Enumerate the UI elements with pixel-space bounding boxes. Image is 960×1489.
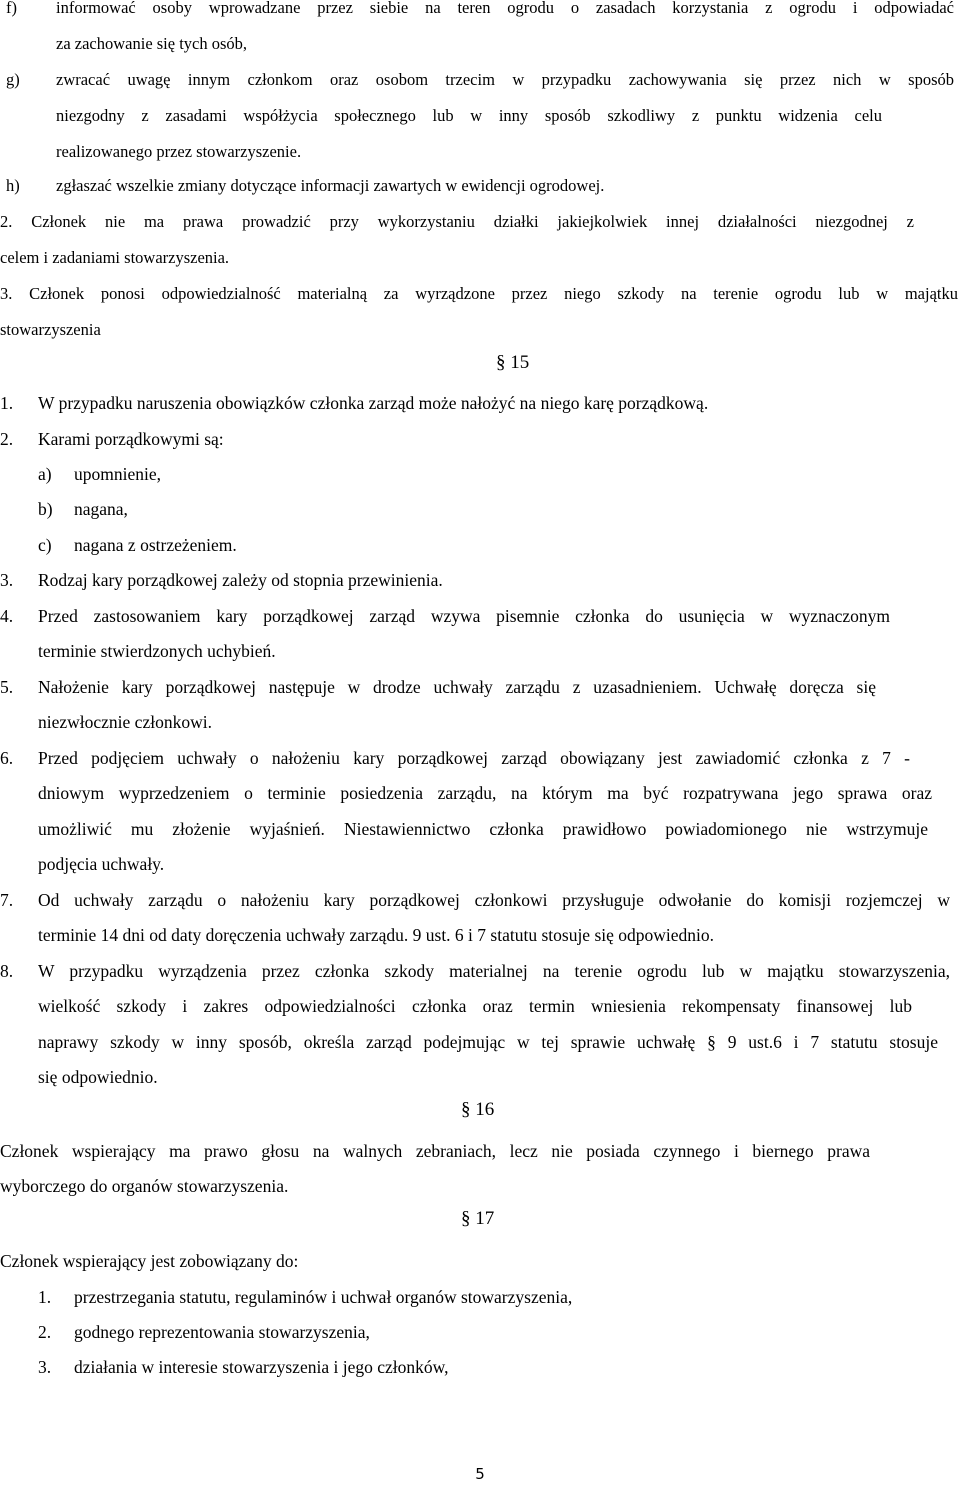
- s15-item-mark: 3.: [0, 570, 14, 590]
- s15-item-7-line-1: Od uchwały zarządu o nałożeniu kary porządkowej członkowi przysługuje odwołanie do komisji rozjemczej w: [38, 890, 950, 910]
- s15-item-mark: 1.: [0, 393, 14, 413]
- s15-item-1-line: W przypadku naruszenia obowiązków członka zarząd może nałożyć na niego karę porządkową.: [38, 393, 709, 413]
- section-symbol: §: [461, 1099, 471, 1120]
- section-16-heading: [461, 1099, 494, 1121]
- paragraph-2-line-2: celem i zadaniami stowarzyszenia.: [0, 248, 230, 267]
- s15-item-mark: 8.: [0, 961, 14, 981]
- s15-item-4-line-1: Przed zastosowaniem kary porządkowej zarząd wzywa pisemnie członka do usunięcia w wyznaczonym: [38, 606, 890, 626]
- s16-line-1: Członek wspierający ma prawo głosu na walnych zebraniach, lecz nie posiada czynnego i biernego prawa: [0, 1141, 870, 1161]
- paragraph-2-line-1: 2. Członek nie ma prawa prowadzić przy wykorzystaniu działki jakiejkolwiek innej działalności niezgodnej z: [0, 212, 914, 231]
- section-symbol: §: [461, 1208, 471, 1229]
- penalty-mark: b): [38, 499, 53, 519]
- s15-item-4-line-2: terminie stwierdzonych uchybień.: [38, 641, 276, 661]
- s17-item: godnego reprezentowania stowarzyszenia,: [74, 1322, 370, 1342]
- section-number: 17: [475, 1208, 495, 1229]
- s17-intro: Członek wspierający jest zobowiązany do:: [0, 1251, 299, 1271]
- section-number: 16: [475, 1099, 495, 1120]
- s15-item-5-line-1: Nałożenie kary porządkowej następuje w drodze uchwały zarządu z uzasadnieniem. Uchwałę doręcza się: [38, 677, 876, 697]
- penalty-item: nagana,: [74, 499, 128, 519]
- item-g-line-2: niezgodny z zasadami współżycia społecznego lub w inny sposób szkodliwy z punktu widzenia celu: [56, 106, 882, 125]
- s15-item-mark: 5.: [0, 677, 14, 697]
- item-f-line-1: informować osoby wprowadzane przez siebie na teren ogrodu o zasadach korzystania z ogrodu i odpowiadać: [56, 0, 954, 17]
- penalty-item: upomnienie,: [74, 464, 161, 484]
- page-number: 5: [475, 1465, 485, 1483]
- s17-item-mark: 3.: [38, 1357, 52, 1377]
- s15-item-mark: 7.: [0, 890, 14, 910]
- section-17-heading: [461, 1208, 494, 1230]
- s17-item: przestrzegania statutu, regulaminów i uchwał organów stowarzyszenia,: [74, 1287, 573, 1307]
- section-symbol: §: [496, 352, 506, 373]
- paragraph-3-line-2: stowarzyszenia: [0, 320, 101, 339]
- s15-item-6-line-1: Przed podjęciem uchwały o nałożeniu kary porządkowej zarząd obowiązany jest zawiadomić członka z 7 -: [38, 748, 910, 768]
- item-g-line-1: zwracać uwagę innym członkom oraz osobom trzecim w przypadku zachowywania się przez nich w sposób: [56, 70, 954, 89]
- item-mark-g: g): [6, 70, 20, 89]
- s15-item-8-line-1: W przypadku wyrządzenia przez członka szkody materialnej na terenie ogrodu lub w majątku stowarzyszenia,: [38, 961, 950, 981]
- paragraph-3-line-1: 3. Członek ponosi odpowiedzialność materialną za wyrządzone przez niego szkody na terenie ogrodu lub w majątku: [0, 284, 958, 303]
- s16-line-2: wyborczego do organów stowarzyszenia.: [0, 1176, 289, 1196]
- penalty-mark: c): [38, 535, 52, 555]
- section-number: 15: [510, 352, 530, 373]
- s17-item-mark: 2.: [38, 1322, 52, 1342]
- s15-item-mark: 4.: [0, 606, 14, 626]
- penalty-mark: a): [38, 464, 52, 484]
- s15-item-8-line-3: naprawy szkody w inny sposób, określa zarząd podejmując w tej sprawie uchwałę § 9 ust.6 i 7 statutu stosuje: [38, 1032, 938, 1052]
- item-g-line-3: realizowanego przez stowarzyszenie.: [56, 142, 302, 161]
- s15-item-2-line: Karami porządkowymi są:: [38, 429, 224, 449]
- s15-item-8-line-2: wielkość szkody i zakres odpowiedzialności członka oraz termin wniesienia rekompensaty finansowej lub: [38, 996, 912, 1016]
- item-h-line-1: zgłaszać wszelkie zmiany dotyczące informacji zawartych w ewidencji ogrodowej.: [56, 176, 605, 195]
- s15-item-6-line-2: dniowym wyprzedzeniem o terminie posiedzenia zarządu, na którym ma być rozpatrywana jego sprawa oraz: [38, 783, 932, 803]
- s17-item-mark: 1.: [38, 1287, 52, 1307]
- section-15-heading: [496, 352, 529, 374]
- item-f-line-2: za zachowanie się tych osób,: [56, 34, 248, 53]
- s15-item-3-line: Rodzaj kary porządkowej zależy od stopnia przewinienia.: [38, 570, 443, 590]
- s15-item-6-line-4: podjęcia uchwały.: [38, 854, 165, 874]
- s15-item-8-line-4: się odpowiednio.: [38, 1067, 158, 1087]
- item-mark-h: h): [6, 176, 20, 195]
- s15-item-mark: 6.: [0, 748, 14, 768]
- s15-item-5-line-2: niezwłocznie członkowi.: [38, 712, 212, 732]
- s15-item-6-line-3: umożliwić mu złożenie wyjaśnień. Niestawiennictwo członka prawidłowo powiadomionego nie wstrzymuje: [38, 819, 928, 839]
- s15-item-7-line-2: terminie 14 dni od daty doręczenia uchwały zarządu. 9 ust. 6 i 7 statutu stosuje się odpowiednio.: [38, 925, 715, 945]
- item-mark-f: f): [6, 0, 17, 17]
- s17-item: działania w interesie stowarzyszenia i jego członków,: [74, 1357, 449, 1377]
- penalty-item: nagana z ostrzeżeniem.: [74, 535, 237, 555]
- s15-item-mark: 2.: [0, 429, 14, 449]
